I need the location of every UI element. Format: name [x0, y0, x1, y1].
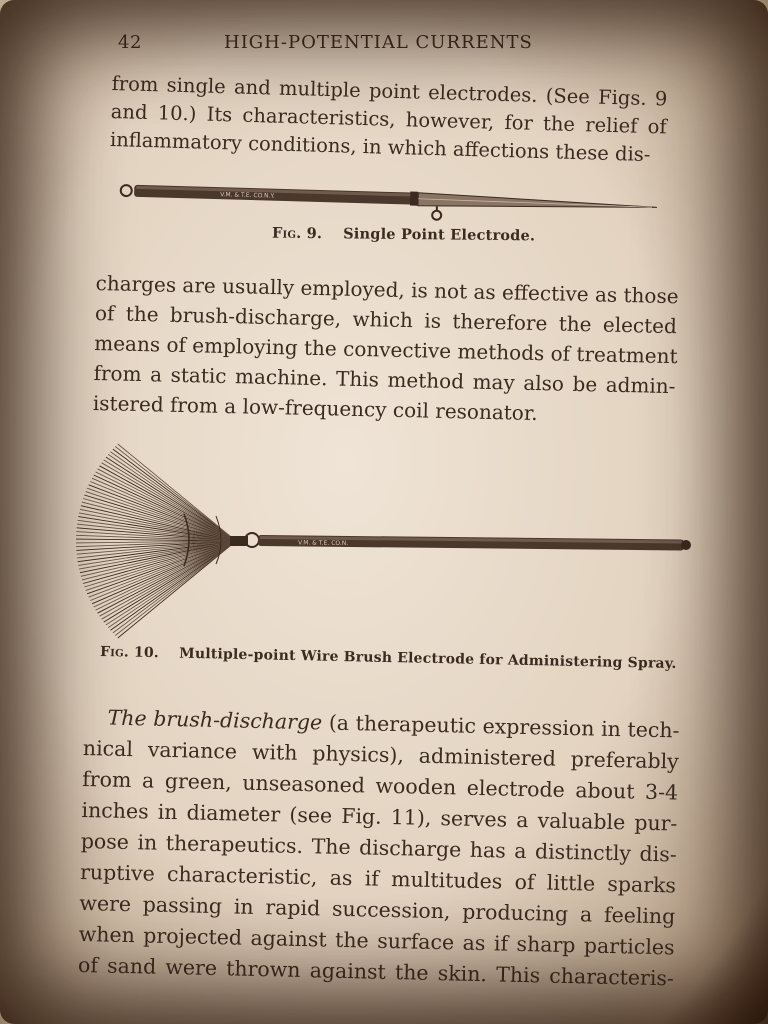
text-line: nical variance with physics), administered preferably — [82, 735, 680, 774]
figure-label: Fig. 10. — [99, 643, 160, 662]
handle-stamp: V.M. & T.E. CO.N.Y. — [220, 191, 275, 200]
brush-wire — [100, 466, 237, 541]
brush-fan — [76, 444, 236, 638]
text-line: from single and multiple point electrodes. (See Figs. 9 — [111, 71, 668, 111]
text-line: when projected against the surface as if sharp particles — [78, 921, 675, 960]
handle-stamp: V.M. & T.E. CO.N. — [297, 539, 349, 547]
brush-wire — [111, 541, 237, 630]
page-header — [118, 30, 588, 58]
figure-9-caption — [272, 225, 535, 245]
paragraph-3 — [78, 702, 680, 994]
text-line: of the brush-discharge, which is therefore the elected — [94, 300, 678, 339]
caption-text: Single Point Electrode. — [343, 225, 536, 245]
running-head: HIGH-POTENTIAL CURRENTS — [224, 32, 533, 53]
page-number: 42 — [118, 32, 142, 53]
text-line: were passing in rapid succession, producing a feeling — [79, 890, 676, 929]
text-line: ruptive characteristic, as if multitudes of little sparks — [79, 859, 677, 898]
brush-wire — [90, 482, 236, 542]
caption-text: Multiple-point Wire Brush Electrode for Administering Spray. — [179, 645, 677, 673]
italic-lead: The brush-discharge — [107, 705, 323, 735]
paragraph-1 — [110, 70, 668, 169]
brush-wire — [96, 541, 236, 610]
text-line: pose in therapeutics. The discharge has a distinctly dis- — [80, 828, 677, 867]
brush-wire — [96, 472, 236, 541]
text-line: from a static machine. This method may also be admin- — [93, 360, 676, 399]
brush-wire — [111, 452, 237, 541]
single-point-electrode-illustration — [112, 178, 672, 228]
text-line: means of employing the convective methods of treatment — [94, 330, 678, 369]
text-line: from a green, unseasoned wooden electrode about 3-4 — [81, 766, 679, 805]
text-line: inflammatory conditions, in which affections these dis- — [109, 127, 651, 167]
brush-wire — [100, 541, 237, 616]
text-fragment: (a therapeutic expression in tech- — [328, 710, 680, 743]
text-line: of sand were thrown against the skin. This characteris- — [77, 952, 675, 991]
brush-wire — [90, 541, 236, 601]
text-line: and 10.) Its characteristics, however, for the relief of — [110, 99, 667, 139]
text-line: inches in diameter (see Fig. 11), serves a valuable pur- — [81, 797, 678, 836]
text-line: istered from a low-frequency coil resonator. — [92, 390, 538, 426]
wire-brush-electrode-illustration — [66, 436, 706, 646]
figure-10-caption — [100, 644, 677, 672]
text-line: charges are usually employed, is not as effective as those — [95, 270, 679, 309]
figure-label: Fig. 9. — [271, 224, 323, 243]
paragraph-2 — [93, 268, 678, 431]
